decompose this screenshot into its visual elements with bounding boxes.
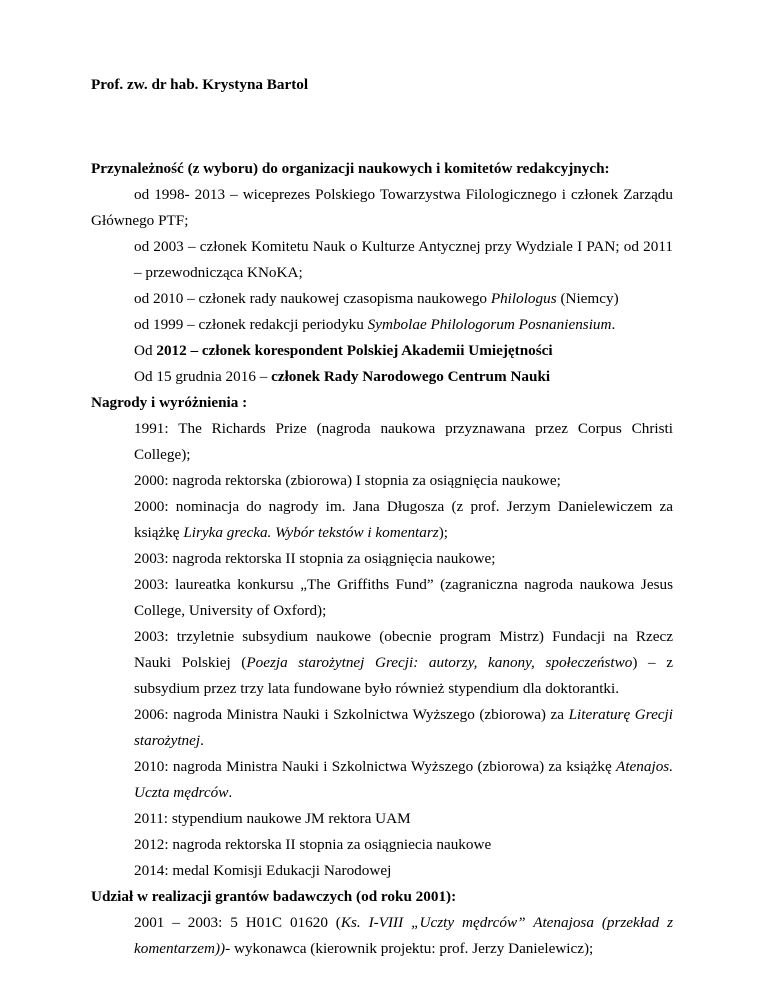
- section-heading-grants: Udział w realizacji grantów badawczych (od roku 2001):: [91, 888, 457, 905]
- membership-item: Od 15 grudnia 2016 – członek Rady Narodowego Centrum Nauki: [134, 368, 551, 385]
- award-item: 2000: nominacja do nagrody im. Jana Długosza (z prof. Jerzym Danielewiczem za książkę Liryka grecka. Wybór tekstów i komentarz);: [134, 498, 673, 541]
- award-item: 2011: stypendium naukowe JM rektora UAM: [134, 810, 411, 827]
- award-item: 2000: nagroda rektorska (zbiorowa) I stopnia za osiągnięcia naukowe;: [134, 472, 561, 489]
- award-item: 2003: nagroda rektorska II stopnia za osiągnięcia naukowe;: [134, 550, 496, 567]
- grant-item: 2001 – 2003: 5 H01C 01620 (Ks. I-VIII „Uczty mędrców” Atenajosa (przekład z komentarzem))- wykonawca (kierownik projektu: prof. Jerzy Danielewicz);: [134, 914, 674, 957]
- membership-item: Od 2012 – członek korespondent Polskiej Akademii Umiejętności: [134, 342, 553, 359]
- award-item: 2012: nagroda rektorska II stopnia za osiągniecia naukowe: [134, 836, 492, 853]
- award-item: 2006: nagroda Ministra Nauki i Szkolnictwa Wyższego (zbiorowa) za Literaturę Grecji starożytnej.: [134, 706, 673, 749]
- award-item: 2003: laureatka konkursu „The Griffiths Fund” (zagraniczna nagroda naukowa Jesus College, University of Oxford);: [134, 576, 673, 619]
- author-name: Prof. zw. dr hab. Krystyna Bartol: [91, 76, 309, 93]
- section-heading-awards: Nagrody i wyróżnienia :: [91, 394, 248, 411]
- section-heading-memberships: Przynależność (z wyboru) do organizacji naukowych i komitetów redakcyjnych:: [91, 160, 610, 177]
- membership-item: od 1998- 2013 – wiceprezes Polskiego Towarzystwa Filologicznego i członek Zarządu Głównego PTF;: [91, 186, 673, 229]
- award-item: 2003: trzyletnie subsydium naukowe (obecnie program Mistrz) Fundacji na Rzecz Nauki Polskiej (Poezja starożytnej Grecji: autorzy, kanony, społeczeństwo) – z subsydium przez trzy lata fundowane było również stypendium dla doktorantki.: [134, 628, 673, 697]
- award-item: 1991: The Richards Prize (nagroda naukowa przyznawana przez Corpus Christi College);: [134, 420, 673, 463]
- membership-item: od 2010 – członek rady naukowej czasopisma naukowego Philologus (Niemcy): [134, 290, 619, 307]
- award-item: 2010: nagroda Ministra Nauki i Szkolnictwa Wyższego (zbiorowa) za książkę Atenajos. Uczta mędrców.: [134, 758, 673, 801]
- document-page: [91, 72, 673, 962]
- membership-item: od 2003 – członek Komitetu Nauk o Kulturze Antycznej przy Wydziale I PAN; od 2011 – przewodnicząca KNoKA;: [134, 238, 673, 281]
- award-item: 2014: medal Komisji Edukacji Narodowej: [134, 862, 392, 879]
- membership-item: od 1999 – członek redakcji periodyku Symbolae Philologorum Posnaniensium.: [134, 316, 616, 333]
